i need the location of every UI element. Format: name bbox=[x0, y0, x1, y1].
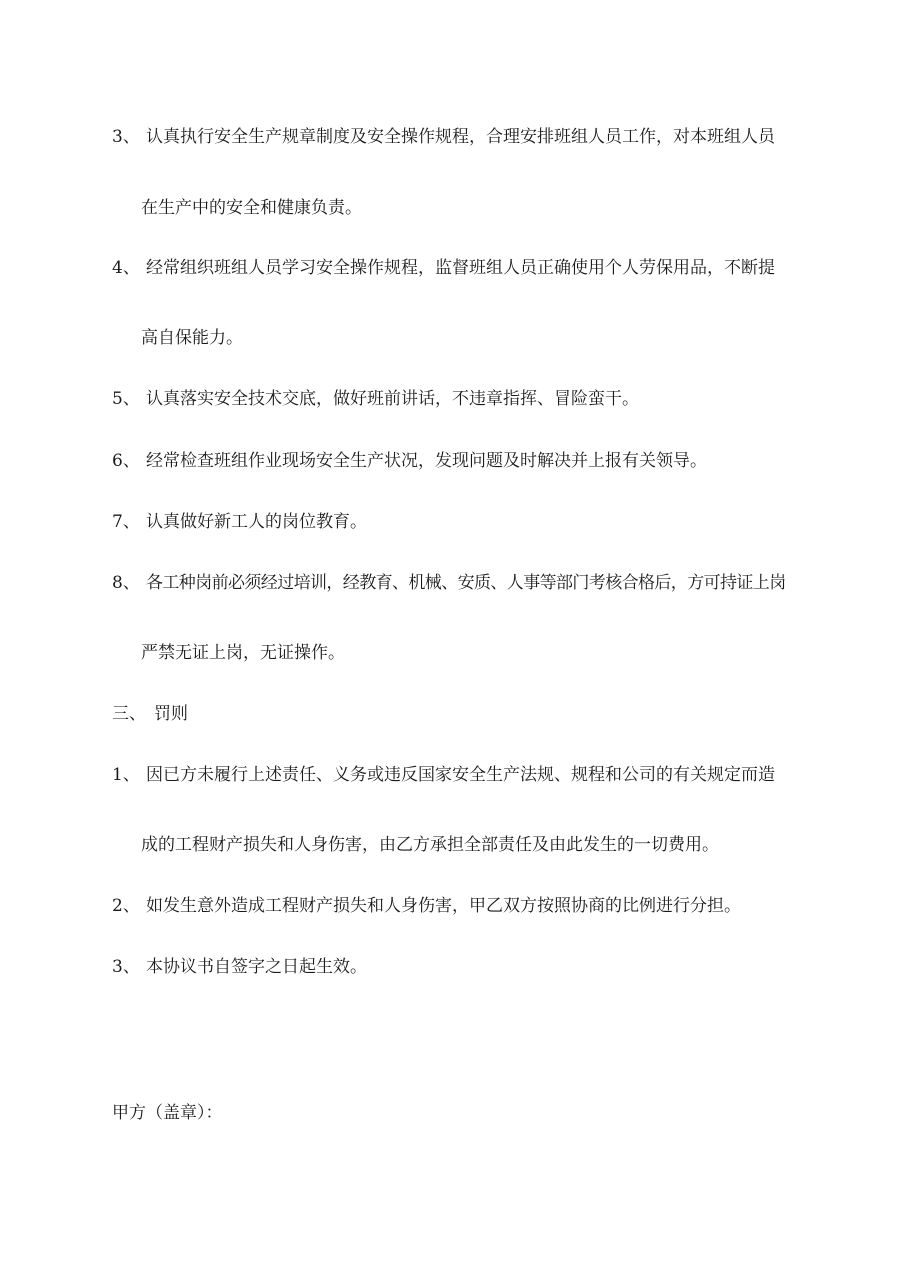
section-title: 罚则 bbox=[154, 704, 188, 724]
item-text: 本协议书自签字之日起生效。 bbox=[146, 957, 367, 977]
item-number: 3、 bbox=[112, 127, 140, 147]
item-text: 认真落实安全技术交底，做好班前讲话，不违章指挥、冒险蛮干。 bbox=[146, 389, 639, 409]
item-text-continued: 高自保能力。 bbox=[141, 328, 243, 348]
item-text-continued: 成的工程财产损失和人身伤害，由乙方承担全部责任及由此发生的一切费用。 bbox=[141, 835, 719, 855]
item-number: 3、 bbox=[112, 957, 140, 977]
item-text: 经常组织班组人员学习安全操作规程，监督班组人员正确使用个人劳保用品，不断提 bbox=[146, 258, 775, 278]
party-a-seal-label: 甲方（盖章）： bbox=[112, 1103, 223, 1123]
item-number: 2、 bbox=[112, 896, 140, 916]
item-number: 4、 bbox=[112, 258, 140, 278]
item-number: 1、 bbox=[112, 765, 140, 785]
item-number: 6、 bbox=[112, 451, 140, 471]
item-text: 认真做好新工人的岗位教育。 bbox=[146, 512, 367, 532]
item-text: 因已方未履行上述责任、义务或违反国家安全生产法规、规程和公司的有关规定而造 bbox=[146, 765, 775, 785]
item-text: 认真执行安全生产规章制度及安全操作规程，合理安排班组人员工作，对本班组人员 bbox=[146, 127, 775, 147]
item-number: 8、 bbox=[112, 573, 140, 593]
item-number: 7、 bbox=[112, 512, 140, 532]
section-number: 三、 bbox=[112, 704, 146, 724]
item-text: 经常检查班组作业现场安全生产状况，发现问题及时解决并上报有关领导。 bbox=[146, 451, 707, 471]
item-text: 各工种岗前必须经过培训，经教育、机械、安质、人事等部门考核合格后，方可持证上岗 bbox=[146, 573, 786, 593]
item-text-continued: 在生产中的安全和健康负责。 bbox=[141, 198, 362, 218]
item-number: 5、 bbox=[112, 389, 140, 409]
item-text-continued: 严禁无证上岗，无证操作。 bbox=[141, 643, 345, 663]
item-text: 如发生意外造成工程财产损失和人身伤害，甲乙双方按照协商的比例进行分担。 bbox=[146, 896, 741, 916]
